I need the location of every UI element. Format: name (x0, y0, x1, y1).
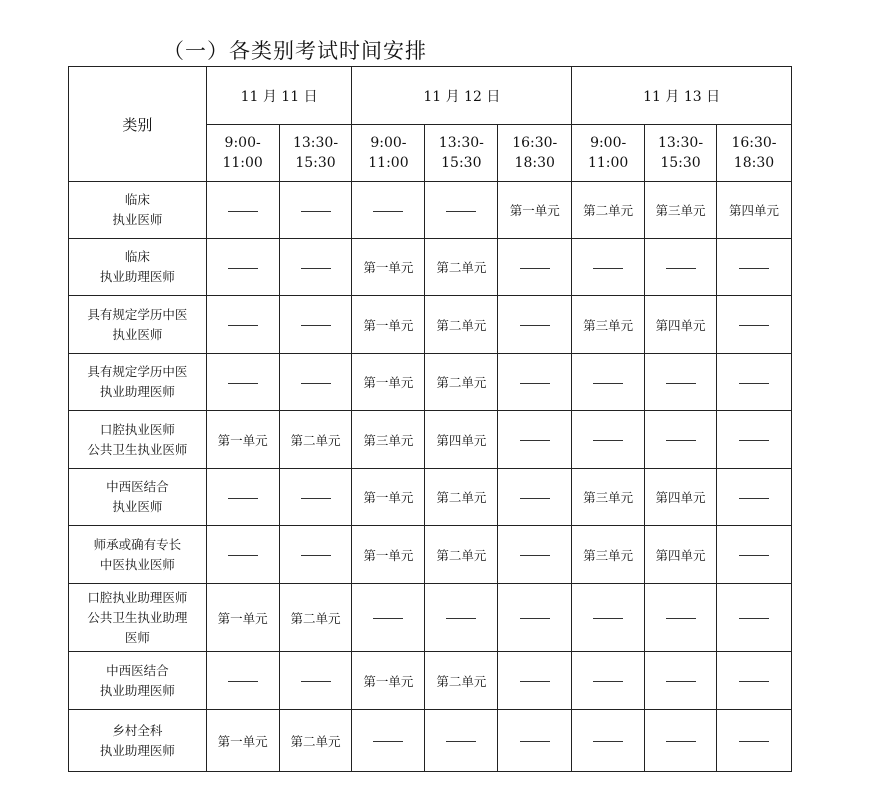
category-line: 具有规定学历中医 (87, 364, 188, 379)
empty-slot-cell (279, 652, 352, 710)
exam-unit-cell: 第四单元 (716, 182, 791, 239)
time-slot-header (206, 125, 279, 182)
exam-unit-cell: 第一单元 (352, 526, 425, 584)
no-exam-dash (666, 268, 696, 269)
no-exam-dash (446, 741, 476, 742)
exam-unit-cell: 第四单元 (425, 411, 498, 469)
exam-unit-cell: 第一单元 (352, 239, 425, 296)
empty-slot-cell (206, 296, 279, 354)
exam-unit-cell: 第二单元 (425, 652, 498, 710)
category-line: 临床 (124, 249, 150, 264)
category-cell (69, 584, 207, 652)
exam-unit-cell: 第一单元 (206, 584, 279, 652)
exam-unit-cell: 第一单元 (352, 296, 425, 354)
no-exam-dash (593, 741, 623, 742)
time-slot-start: 9:00- (224, 135, 261, 151)
empty-slot-cell (352, 710, 425, 772)
empty-slot-cell (645, 652, 717, 710)
empty-slot-cell (425, 710, 498, 772)
no-exam-dash (666, 440, 696, 441)
no-exam-dash (228, 268, 258, 269)
table-row (69, 411, 792, 469)
exam-unit-cell: 第三单元 (645, 182, 717, 239)
no-exam-dash (666, 618, 696, 619)
time-slot-header (645, 125, 717, 182)
table-row (69, 526, 792, 584)
empty-slot-cell (572, 584, 645, 652)
empty-slot-cell (206, 652, 279, 710)
time-slot-start: 13:30- (292, 135, 339, 151)
empty-slot-cell (572, 710, 645, 772)
empty-slot-cell (645, 411, 717, 469)
no-exam-dash (301, 325, 331, 326)
empty-slot-cell (279, 469, 352, 526)
no-exam-dash (228, 555, 258, 556)
category-line: 执业助理医师 (99, 384, 175, 399)
empty-slot-cell (206, 182, 279, 239)
no-exam-dash (593, 440, 623, 441)
table-row (69, 354, 792, 411)
no-exam-dash (520, 555, 550, 556)
category-cell (69, 710, 207, 772)
no-exam-dash (373, 741, 403, 742)
no-exam-dash (301, 498, 331, 499)
category-cell (69, 296, 207, 354)
exam-unit-cell: 第三单元 (572, 469, 645, 526)
table-row (69, 296, 792, 354)
empty-slot-cell (716, 296, 791, 354)
no-exam-dash (520, 681, 550, 682)
category-cell (69, 239, 207, 296)
exam-unit-cell: 第二单元 (425, 469, 498, 526)
date-header-nov-13: 11 月 13 日 (572, 67, 792, 125)
category-line: 执业医师 (112, 499, 163, 514)
empty-slot-cell (279, 182, 352, 239)
time-slot-end: 11:00 (222, 155, 263, 171)
empty-slot-cell (206, 354, 279, 411)
empty-slot-cell (645, 239, 717, 296)
time-slot-start: 9:00- (370, 135, 407, 151)
empty-slot-cell (716, 469, 791, 526)
no-exam-dash (301, 681, 331, 682)
time-slot-start: 16:30- (731, 135, 777, 151)
time-slot-end: 15:30 (295, 155, 336, 171)
no-exam-dash (739, 440, 769, 441)
exam-unit-cell: 第二单元 (425, 526, 498, 584)
exam-unit-cell: 第二单元 (425, 239, 498, 296)
empty-slot-cell (716, 710, 791, 772)
category-line: 执业医师 (112, 212, 163, 227)
exam-unit-cell: 第四单元 (645, 526, 717, 584)
empty-slot-cell (716, 411, 791, 469)
exam-unit-cell: 第四单元 (645, 469, 717, 526)
exam-unit-cell: 第三单元 (352, 411, 425, 469)
category-header: 类别 (69, 67, 207, 182)
category-cell (69, 652, 207, 710)
category-line: 口腔执业助理医师 (87, 589, 188, 605)
no-exam-dash (666, 741, 696, 742)
date-header-nov-11: 11 月 11 日 (206, 67, 352, 125)
table-row (69, 239, 792, 296)
time-slot-header (498, 125, 572, 182)
exam-unit-cell: 第二单元 (425, 296, 498, 354)
no-exam-dash (739, 383, 769, 384)
date-header-nov-12: 11 月 12 日 (352, 67, 572, 125)
category-line: 医师 (124, 629, 150, 645)
empty-slot-cell (572, 652, 645, 710)
no-exam-dash (739, 268, 769, 269)
category-line: 中医执业医师 (99, 556, 175, 572)
empty-slot-cell (425, 182, 498, 239)
category-line: 执业助理医师 (99, 742, 175, 758)
empty-slot-cell (645, 584, 717, 652)
table-row (69, 469, 792, 526)
time-slot-start: 9:00- (590, 135, 627, 151)
empty-slot-cell (498, 239, 572, 296)
empty-slot-cell (498, 652, 572, 710)
no-exam-dash (228, 211, 258, 212)
empty-slot-cell (498, 526, 572, 584)
empty-slot-cell (279, 296, 352, 354)
no-exam-dash (739, 498, 769, 499)
empty-slot-cell (645, 354, 717, 411)
empty-slot-cell (572, 239, 645, 296)
exam-unit-cell: 第一单元 (206, 411, 279, 469)
no-exam-dash (228, 383, 258, 384)
empty-slot-cell (716, 354, 791, 411)
no-exam-dash (739, 618, 769, 619)
exam-unit-cell: 第二单元 (279, 584, 352, 652)
time-slot-header (572, 125, 645, 182)
table-row (69, 182, 792, 239)
time-slot-header (279, 125, 352, 182)
empty-slot-cell (498, 411, 572, 469)
no-exam-dash (373, 211, 403, 212)
no-exam-dash (666, 681, 696, 682)
category-line: 执业助理医师 (99, 269, 175, 284)
category-cell (69, 411, 207, 469)
time-slot-start: 16:30- (512, 135, 558, 151)
no-exam-dash (520, 741, 550, 742)
no-exam-dash (593, 681, 623, 682)
empty-slot-cell (352, 182, 425, 239)
category-line: 师承或确有专长 (93, 536, 182, 552)
header-date-row (69, 67, 792, 125)
exam-unit-cell: 第二单元 (572, 182, 645, 239)
no-exam-dash (228, 681, 258, 682)
no-exam-dash (520, 618, 550, 619)
no-exam-dash (520, 498, 550, 499)
empty-slot-cell (425, 584, 498, 652)
exam-unit-cell: 第一单元 (206, 710, 279, 772)
table-row (69, 584, 792, 652)
category-line: 乡村全科 (112, 722, 163, 738)
category-cell (69, 526, 207, 584)
empty-slot-cell (498, 354, 572, 411)
no-exam-dash (228, 325, 258, 326)
empty-slot-cell (498, 469, 572, 526)
empty-slot-cell (716, 584, 791, 652)
no-exam-dash (301, 383, 331, 384)
no-exam-dash (739, 681, 769, 682)
exam-unit-cell: 第二单元 (279, 710, 352, 772)
no-exam-dash (301, 211, 331, 212)
time-slot-header (352, 125, 425, 182)
exam-unit-cell: 第一单元 (352, 469, 425, 526)
category-line: 中西医结合 (106, 662, 169, 678)
no-exam-dash (593, 383, 623, 384)
no-exam-dash (520, 325, 550, 326)
time-slot-end: 18:30 (514, 155, 555, 171)
empty-slot-cell (572, 354, 645, 411)
exam-unit-cell: 第一单元 (498, 182, 572, 239)
exam-unit-cell: 第一单元 (352, 652, 425, 710)
exam-unit-cell: 第四单元 (645, 296, 717, 354)
empty-slot-cell (206, 239, 279, 296)
time-slot-end: 11:00 (587, 155, 629, 171)
empty-slot-cell (572, 411, 645, 469)
empty-slot-cell (716, 652, 791, 710)
category-line: 中西医结合 (106, 479, 169, 494)
exam-unit-cell: 第二单元 (279, 411, 352, 469)
empty-slot-cell (716, 526, 791, 584)
category-cell (69, 469, 207, 526)
empty-slot-cell (279, 354, 352, 411)
time-slot-end: 15:30 (441, 155, 482, 171)
no-exam-dash (520, 383, 550, 384)
empty-slot-cell (206, 469, 279, 526)
empty-slot-cell (498, 584, 572, 652)
no-exam-dash (739, 325, 769, 326)
category-line: 公共卫生执业助理 (87, 609, 188, 625)
empty-slot-cell (279, 239, 352, 296)
no-exam-dash (520, 268, 550, 269)
time-slot-header (425, 125, 498, 182)
time-slot-start: 13:30- (657, 135, 704, 151)
category-line: 临床 (124, 192, 150, 207)
empty-slot-cell (279, 526, 352, 584)
no-exam-dash (666, 383, 696, 384)
exam-schedule-table (68, 66, 792, 772)
time-slot-end: 15:30 (660, 155, 701, 171)
exam-unit-cell: 第三单元 (572, 526, 645, 584)
no-exam-dash (301, 268, 331, 269)
category-line: 执业医师 (112, 326, 163, 342)
time-slot-start: 13:30- (438, 135, 484, 151)
empty-slot-cell (352, 584, 425, 652)
empty-slot-cell (498, 296, 572, 354)
table-row (69, 652, 792, 710)
exam-unit-cell: 第二单元 (425, 354, 498, 411)
category-line: 执业助理医师 (99, 682, 175, 698)
category-line: 口腔执业医师 (99, 421, 175, 437)
no-exam-dash (446, 618, 476, 619)
category-cell (69, 182, 207, 239)
no-exam-dash (446, 211, 476, 212)
no-exam-dash (520, 440, 550, 441)
exam-unit-cell: 第一单元 (352, 354, 425, 411)
category-cell (69, 354, 207, 411)
empty-slot-cell (645, 710, 717, 772)
section-title: （一）各类别考试时间安排 (163, 39, 427, 63)
no-exam-dash (593, 268, 623, 269)
time-slot-end: 11:00 (368, 155, 409, 171)
exam-unit-cell: 第三单元 (572, 296, 645, 354)
no-exam-dash (228, 498, 258, 499)
no-exam-dash (739, 741, 769, 742)
category-line: 公共卫生执业医师 (87, 441, 188, 457)
empty-slot-cell (716, 239, 791, 296)
table-row (69, 710, 792, 772)
time-slot-end: 18:30 (733, 155, 775, 171)
category-line: 具有规定学历中医 (87, 306, 188, 322)
no-exam-dash (301, 555, 331, 556)
empty-slot-cell (498, 710, 572, 772)
empty-slot-cell (206, 526, 279, 584)
no-exam-dash (593, 618, 623, 619)
time-slot-header (716, 125, 791, 182)
no-exam-dash (739, 555, 769, 556)
no-exam-dash (373, 618, 403, 619)
